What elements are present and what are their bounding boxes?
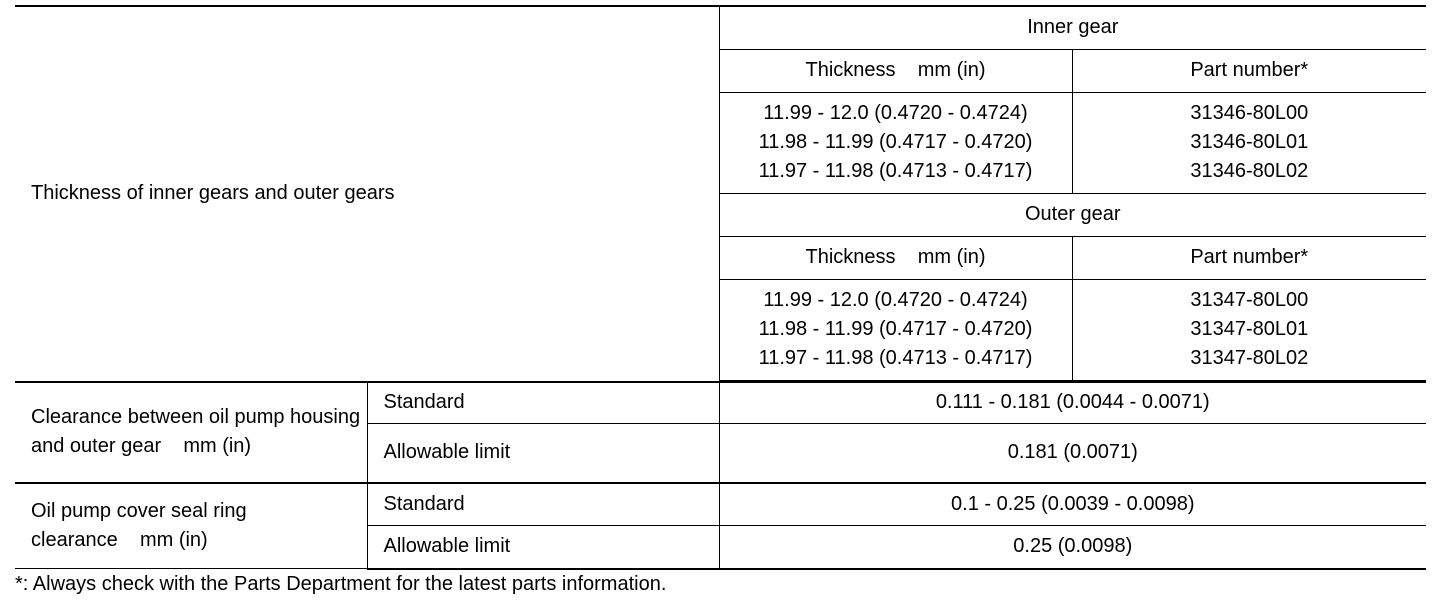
seal-ring-clearance-label: Oil pump cover seal ring clearance mm (in) <box>15 483 367 569</box>
inner-thickness-header: Thickness mm (in) <box>719 49 1072 92</box>
inner-part-number: 31346-80L02 <box>1190 160 1309 182</box>
outer-part-number-values <box>1072 279 1426 380</box>
parts-footnote: *: Always check with the Parts Department for the latest parts information. <box>15 573 667 595</box>
outer-part-number-header: Part number* <box>1072 236 1426 279</box>
outer-part-number: 31347-80L02 <box>1190 347 1309 369</box>
outer-thickness-value: 11.98 - 11.99 (0.4717 - 0.4720) <box>758 318 1033 340</box>
outer-gear-title: Outer gear <box>719 193 1426 236</box>
inner-thickness-values <box>719 92 1072 193</box>
housing-limit-label: Allowable limit <box>367 424 719 483</box>
seal-standard-value: 0.1 - 0.25 (0.0039 - 0.0098) <box>719 483 1426 526</box>
seal-limit-value: 0.25 (0.0098) <box>719 526 1426 569</box>
inner-thickness-value: 11.99 - 12.0 (0.4720 - 0.4724) <box>763 102 1028 124</box>
inner-thickness-value: 11.97 - 11.98 (0.4713 - 0.4717) <box>758 160 1033 182</box>
housing-standard-label: Standard <box>367 382 719 424</box>
gear-thickness-label: Thickness of inner gears and outer gears <box>15 6 719 382</box>
outer-part-number: 31347-80L01 <box>1190 318 1309 340</box>
housing-limit-value: 0.181 (0.0071) <box>719 424 1426 483</box>
inner-part-number: 31346-80L00 <box>1190 102 1309 124</box>
seal-limit-label: Allowable limit <box>367 526 719 569</box>
outer-thickness-value: 11.99 - 12.0 (0.4720 - 0.4724) <box>763 289 1028 311</box>
outer-part-number: 31347-80L00 <box>1190 289 1309 311</box>
seal-standard-label: Standard <box>367 483 719 526</box>
inner-part-number: 31346-80L01 <box>1190 131 1309 153</box>
outer-thickness-header: Thickness mm (in) <box>719 236 1072 279</box>
inner-thickness-value: 11.98 - 11.99 (0.4717 - 0.4720) <box>758 131 1033 153</box>
outer-thickness-value: 11.97 - 11.98 (0.4713 - 0.4717) <box>758 347 1033 369</box>
spec-table <box>15 5 1426 570</box>
inner-part-number-header: Part number* <box>1072 49 1426 92</box>
housing-clearance-label: Clearance between oil pump housing and outer gear mm (in) <box>15 382 367 483</box>
inner-part-number-values <box>1072 92 1426 193</box>
outer-thickness-values <box>719 279 1072 380</box>
inner-gear-title: Inner gear <box>719 6 1426 49</box>
housing-standard-value: 0.111 - 0.181 (0.0044 - 0.0071) <box>719 382 1426 424</box>
